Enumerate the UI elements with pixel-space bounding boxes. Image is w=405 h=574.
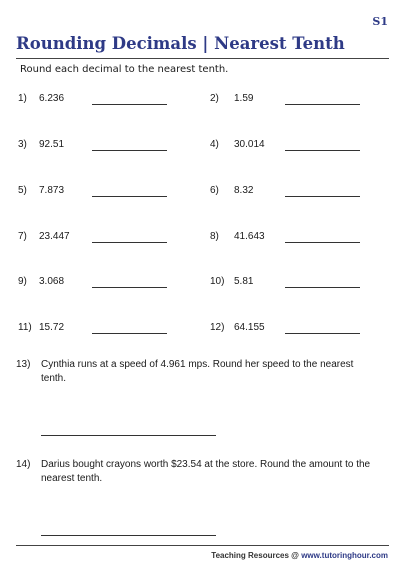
- problem-number: 1): [18, 93, 27, 104]
- problem-number: 9): [18, 276, 27, 287]
- problem-11: [18, 322, 178, 336]
- problem-number: 8): [210, 231, 219, 242]
- answer-blank[interactable]: [92, 196, 167, 197]
- problem-7: [18, 231, 178, 245]
- problem-number: 2): [210, 93, 219, 104]
- problem-2: [210, 93, 370, 107]
- problem-text: Darius bought crayons worth $23.54 at the store. Round the amount to the nearest tenth.: [41, 459, 371, 484]
- answer-blank[interactable]: [92, 242, 167, 243]
- problem-number: 6): [210, 185, 219, 196]
- answer-blank[interactable]: [92, 287, 167, 288]
- answer-blank[interactable]: [92, 104, 167, 105]
- problem-9: [18, 276, 178, 290]
- answer-line-13[interactable]: [41, 435, 216, 436]
- problem-8: [210, 231, 370, 245]
- answer-blank[interactable]: [285, 242, 360, 243]
- problem-number: 7): [18, 231, 27, 242]
- footer: [211, 551, 388, 560]
- footer-lead: Teaching Resources @: [211, 551, 302, 560]
- problem-number: 11): [18, 322, 32, 333]
- bottom-divider: [16, 545, 389, 546]
- problem-value: 23.447: [39, 231, 70, 242]
- answer-line-14[interactable]: [41, 535, 216, 536]
- problem-value: 41.643: [234, 231, 265, 242]
- instruction: Round each decimal to the nearest tenth.: [20, 64, 229, 75]
- answer-blank[interactable]: [285, 196, 360, 197]
- problem-value: 5.81: [234, 276, 254, 287]
- problem-number: 13): [16, 359, 31, 370]
- problem-1: [18, 93, 178, 107]
- problem-number: 5): [18, 185, 27, 196]
- footer-link[interactable]: www.tutoringhour.com: [301, 551, 388, 560]
- problem-value: 64.155: [234, 322, 265, 333]
- problem-12: [210, 322, 370, 336]
- problem-6: [210, 185, 370, 199]
- top-divider: [16, 58, 389, 59]
- answer-blank[interactable]: [92, 150, 167, 151]
- answer-blank[interactable]: [92, 333, 167, 334]
- set-label: S1: [372, 15, 388, 28]
- problem-number: 4): [210, 139, 219, 150]
- problem-number: 14): [16, 459, 31, 470]
- problem-value: 6.236: [39, 93, 65, 104]
- problem-number: 12): [210, 322, 225, 333]
- answer-blank[interactable]: [285, 287, 360, 288]
- problem-text: Cynthia runs at a speed of 4.961 mps. Round her speed to the nearest tenth.: [41, 359, 354, 384]
- problem-value: 30.014: [234, 139, 265, 150]
- problem-value: 1.59: [234, 93, 254, 104]
- answer-blank[interactable]: [285, 333, 360, 334]
- problem-value: 8.32: [234, 185, 254, 196]
- problem-value: 3.068: [39, 276, 65, 287]
- problem-4: [210, 139, 370, 153]
- problem-10: [210, 276, 370, 290]
- problem-5: [18, 185, 178, 199]
- problem-number: 3): [18, 139, 27, 150]
- problem-value: 92.51: [39, 139, 65, 150]
- problem-value: 7.873: [39, 185, 65, 196]
- problem-3: [18, 139, 178, 153]
- answer-blank[interactable]: [285, 150, 360, 151]
- word-problem-14: [16, 458, 376, 486]
- problem-number: 10): [210, 276, 225, 287]
- problem-value: 15.72: [39, 322, 65, 333]
- answer-blank[interactable]: [285, 104, 360, 105]
- word-problem-13: [16, 358, 376, 384]
- page-title: Rounding Decimals | Nearest Tenth: [16, 34, 345, 53]
